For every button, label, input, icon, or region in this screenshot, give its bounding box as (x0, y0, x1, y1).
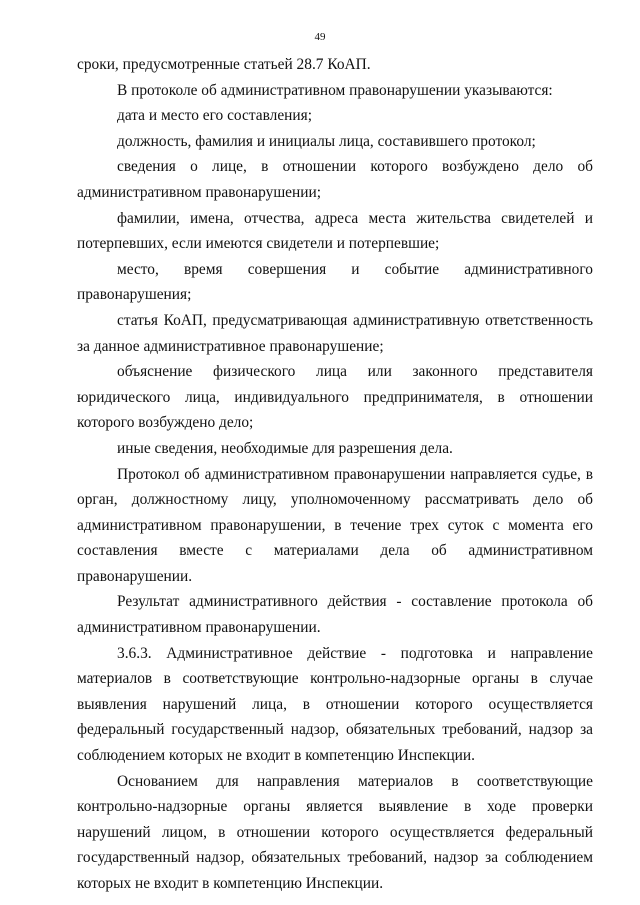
paragraph-6: фамилии, имена, отчества, адреса места жительства свидетелей и потерпевших, если имеются свидетели и потерпевшие; (77, 209, 593, 253)
body-text (77, 52, 593, 897)
paragraph-14: Основанием для направления материалов в соответствующие контрольно-надзорные органы является выявление в ходе проверки нарушений лицом, в отношении которого осуществляется федеральный государственный надзор, обязательных требований, надзор за соблюдением которых не входит в компетенцию Инспекции. (77, 772, 593, 892)
paragraph-11: Протокол об административном правонарушении направляется судье, в орган, должностному лицу, уполномоченному рассматривать дело об административном правонарушении, в течение трех суток с момента его составления вместе с материалами дела об административном правонарушении. (77, 465, 593, 585)
page-number: 49 (314, 31, 326, 43)
paragraph-7: место, время совершения и событие административного правонарушения; (77, 260, 593, 304)
paragraph-4: должность, фамилия и инициалы лица, составившего протокол; (117, 132, 536, 150)
paragraph-12: Результат административного действия - составление протокола об административном правонарушении. (77, 593, 593, 637)
paragraph-2: В протоколе об административном правонарушении указываются: (117, 81, 553, 99)
paragraph-5: сведения о лице, в отношении которого возбуждено дело об административном правонарушении; (77, 158, 593, 201)
paragraph-1: сроки, предусмотренные статьей 28.7 КоАП. (77, 56, 371, 73)
paragraph-3: дата и место его составления; (117, 107, 312, 125)
paragraph-13: 3.6.3. Административное действие - подготовка и направление материалов в соответствующие контрольно-надзорные органы в случае выявления нарушений лица, в отношении которого осуществляется федеральный государственный надзор, обязательных требований, надзор за соблюдением которых не входит в компетенцию Инспекции. (77, 644, 593, 765)
paragraph-9: объяснение физического лица или законного представителя юридического лица, индивидуального предпринимателя, в отношении которого возбуждено дело; (77, 363, 593, 432)
paragraph-10: иные сведения, необходимые для разрешения дела. (117, 439, 453, 457)
paragraph-8: статья КоАП, предусматривающая административную ответственность за данное административное правонарушение; (77, 311, 593, 355)
